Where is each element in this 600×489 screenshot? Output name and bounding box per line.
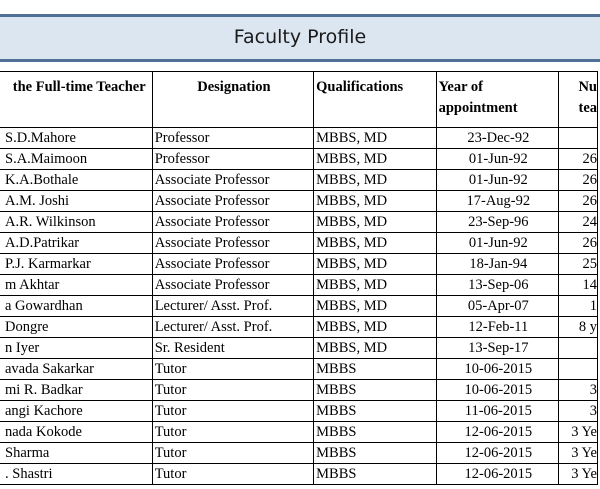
qualification-cell: MBBS, MD <box>314 275 436 296</box>
col-header-experience <box>559 72 598 128</box>
table-row <box>0 296 598 317</box>
teacher-name-cell: nada Kokode <box>0 422 152 443</box>
experience-cell: 14 <box>559 275 598 296</box>
designation-cell: Tutor <box>152 359 313 380</box>
designation-cell: Associate Professor <box>152 233 313 254</box>
table-header-row <box>0 72 598 128</box>
experience-cell: 3 Ye <box>559 443 598 464</box>
page-title: Faculty Profile <box>233 26 367 48</box>
qualification-cell: MBBS <box>314 401 436 422</box>
designation-cell: Lecturer/ Asst. Prof. <box>152 296 313 317</box>
experience-cell <box>559 359 598 380</box>
teacher-name-cell: P.J. Karmarkar <box>0 254 152 275</box>
qualification-cell: MBBS, MD <box>314 254 436 275</box>
designation-cell: Associate Professor <box>152 254 313 275</box>
designation-cell: Tutor <box>152 422 313 443</box>
qualification-cell: MBBS, MD <box>314 191 436 212</box>
qualification-cell: MBBS <box>314 443 436 464</box>
experience-cell: 3 <box>559 401 598 422</box>
col-header-exp-line1: Nu <box>578 79 597 95</box>
appointment-date-cell: 12-06-2015 <box>436 422 559 443</box>
qualification-cell: MBBS, MD <box>314 149 436 170</box>
table-row <box>0 401 598 422</box>
designation-cell: Lecturer/ Asst. Prof. <box>152 317 313 338</box>
experience-cell: 24 <box>559 212 598 233</box>
teacher-name-cell: S.D.Mahore <box>0 128 152 149</box>
table-row <box>0 380 598 401</box>
col-header-teacher: the Full-time Teacher <box>0 72 152 128</box>
faculty-table <box>0 71 598 485</box>
qualification-cell: MBBS, MD <box>314 170 436 191</box>
appointment-date-cell: 01-Jun-92 <box>436 149 559 170</box>
experience-cell: 3 Ye <box>559 422 598 443</box>
teacher-name-cell: avada Sakarkar <box>0 359 152 380</box>
qualification-cell: MBBS <box>314 464 436 485</box>
col-header-year-line2: appointment <box>438 100 518 116</box>
teacher-name-cell: a Gowardhan <box>0 296 152 317</box>
teacher-name-cell: Sharma <box>0 443 152 464</box>
appointment-date-cell: 10-06-2015 <box>436 359 559 380</box>
experience-cell: 26 <box>559 233 598 254</box>
designation-cell: Associate Professor <box>152 275 313 296</box>
designation-cell: Sr. Resident <box>152 338 313 359</box>
designation-cell: Tutor <box>152 380 313 401</box>
teacher-name-cell: A.D.Patrikar <box>0 233 152 254</box>
experience-cell: 3 <box>559 380 598 401</box>
teacher-name-cell: mi R. Badkar <box>0 380 152 401</box>
table-row <box>0 128 598 149</box>
table-row <box>0 149 598 170</box>
teacher-name-cell: . Shastri <box>0 464 152 485</box>
appointment-date-cell: 12-Feb-11 <box>436 317 559 338</box>
teacher-name-cell: A.R. Wilkinson <box>0 212 152 233</box>
experience-cell: 1 <box>559 296 598 317</box>
table-row <box>0 212 598 233</box>
teacher-name-cell: K.A.Bothale <box>0 170 152 191</box>
teacher-name-cell: A.M. Joshi <box>0 191 152 212</box>
qualification-cell: MBBS, MD <box>314 128 436 149</box>
table-row <box>0 443 598 464</box>
appointment-date-cell: 17-Aug-92 <box>436 191 559 212</box>
experience-cell: 25 <box>559 254 598 275</box>
teacher-name-cell: S.A.Maimoon <box>0 149 152 170</box>
experience-cell: 8 y <box>559 317 598 338</box>
experience-cell <box>559 338 598 359</box>
qualification-cell: MBBS <box>314 380 436 401</box>
experience-cell: 3 Ye <box>559 464 598 485</box>
appointment-date-cell: 01-Jun-92 <box>436 233 559 254</box>
table-row <box>0 464 598 485</box>
teacher-name-cell: n Iyer <box>0 338 152 359</box>
table-row <box>0 359 598 380</box>
col-header-designation: Designation <box>152 72 313 128</box>
designation-cell: Associate Professor <box>152 170 313 191</box>
table-row <box>0 422 598 443</box>
designation-cell: Associate Professor <box>152 212 313 233</box>
designation-cell: Tutor <box>152 464 313 485</box>
table-row <box>0 254 598 275</box>
designation-cell: Professor <box>152 149 313 170</box>
table-row <box>0 233 598 254</box>
table-row <box>0 191 598 212</box>
teacher-name-cell: angi Kachore <box>0 401 152 422</box>
qualification-cell: MBBS <box>314 422 436 443</box>
qualification-cell: MBBS, MD <box>314 212 436 233</box>
appointment-date-cell: 05-Apr-07 <box>436 296 559 317</box>
col-header-year <box>436 72 559 128</box>
col-header-qualifications: Qualifications <box>314 72 436 128</box>
designation-cell: Tutor <box>152 443 313 464</box>
qualification-cell: MBBS <box>314 359 436 380</box>
experience-cell: 26 <box>559 191 598 212</box>
experience-cell: 26 <box>559 170 598 191</box>
qualification-cell: MBBS, MD <box>314 317 436 338</box>
appointment-date-cell: 18-Jan-94 <box>436 254 559 275</box>
table-row <box>0 317 598 338</box>
table-row <box>0 170 598 191</box>
appointment-date-cell: 12-06-2015 <box>436 464 559 485</box>
teacher-name-cell: m Akhtar <box>0 275 152 296</box>
appointment-date-cell: 23-Dec-92 <box>436 128 559 149</box>
appointment-date-cell: 12-06-2015 <box>436 443 559 464</box>
table-row <box>0 275 598 296</box>
qualification-cell: MBBS, MD <box>314 338 436 359</box>
title-banner <box>0 14 600 62</box>
qualification-cell: MBBS, MD <box>314 296 436 317</box>
appointment-date-cell: 01-Jun-92 <box>436 170 559 191</box>
experience-cell <box>559 128 598 149</box>
designation-cell: Associate Professor <box>152 191 313 212</box>
appointment-date-cell: 13-Sep-06 <box>436 275 559 296</box>
appointment-date-cell: 11-06-2015 <box>436 401 559 422</box>
col-header-exp-line2: tea <box>578 100 597 116</box>
appointment-date-cell: 13-Sep-17 <box>436 338 559 359</box>
appointment-date-cell: 23-Sep-96 <box>436 212 559 233</box>
designation-cell: Professor <box>152 128 313 149</box>
qualification-cell: MBBS, MD <box>314 233 436 254</box>
appointment-date-cell: 10-06-2015 <box>436 380 559 401</box>
experience-cell: 26 <box>559 149 598 170</box>
designation-cell: Tutor <box>152 401 313 422</box>
table-row <box>0 338 598 359</box>
teacher-name-cell: Dongre <box>0 317 152 338</box>
col-header-year-line1: Year of <box>438 79 483 95</box>
